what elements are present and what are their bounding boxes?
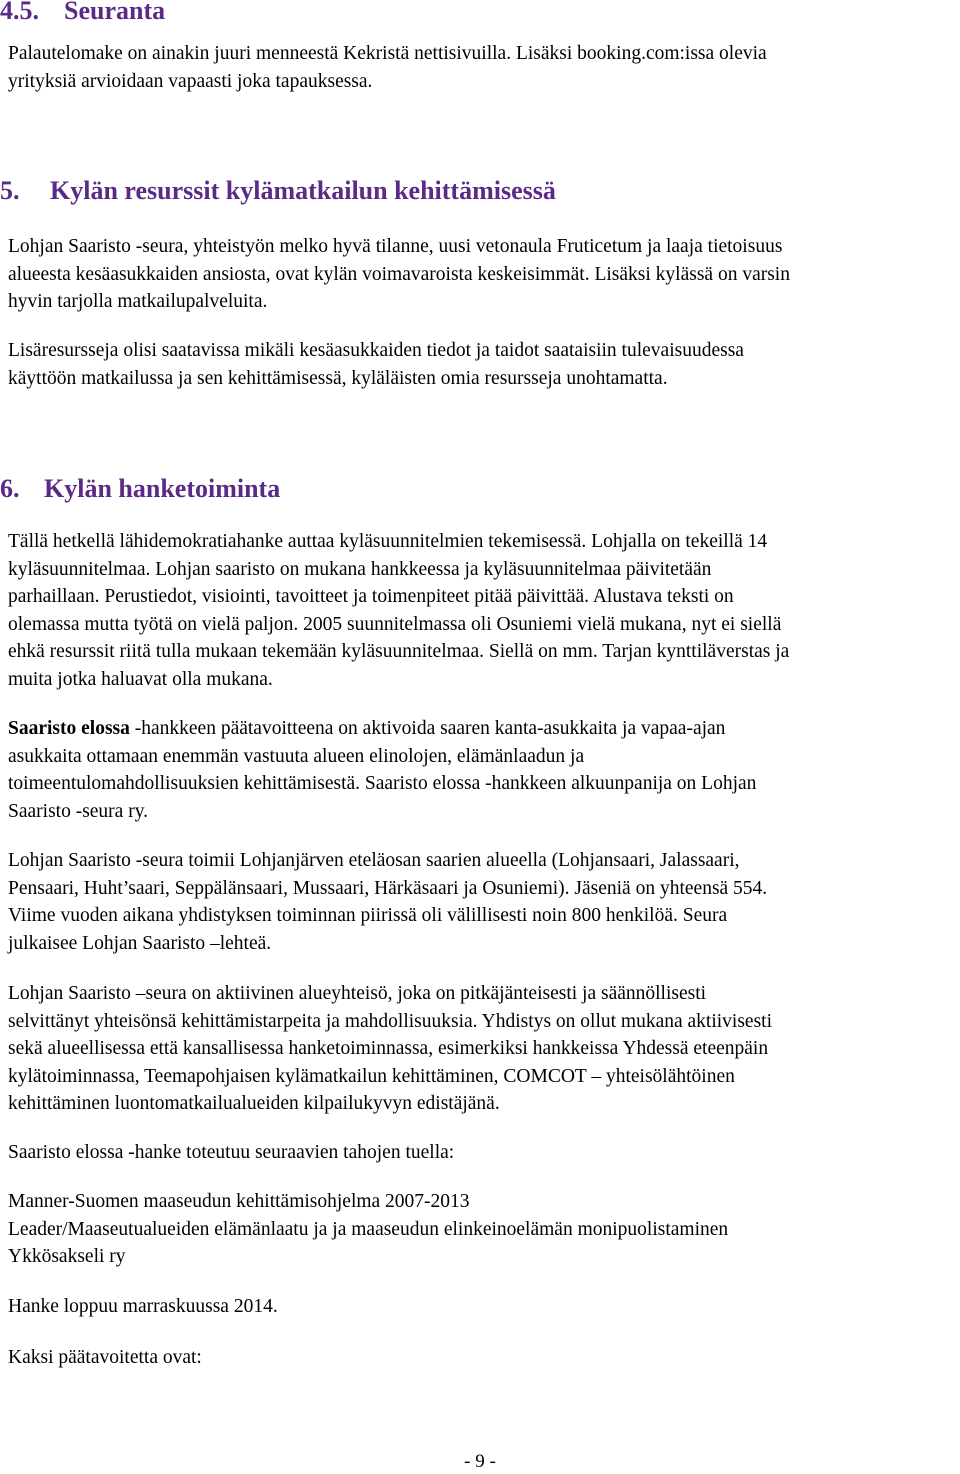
text-line: hyvin tarjolla matkailupalveluita. [8,291,268,312]
text-line: sekä alueellisessa että kansallisessa hanketoiminnassa, esimerkiksi hankkeissa Yhdessä eteenpäin [8,1038,769,1059]
text-line: Viime vuoden aikana yhdistyksen toiminnan piirissä oli välillisesti noin 800 henkilöä. Seura [8,905,728,926]
text-line: asukkaita ottamaan enemmän vastuuta alueen elinolojen, elämänlaadun ja [8,745,585,767]
text-line: Tällä hetkellä lähidemokratiahanke auttaa kyläsuunnitelmien tekemisessä. Lohjalla on tekeillä 14 [8,531,768,552]
paragraph-end-date [8,1293,956,1321]
text-line: alueesta kesäasukkaiden ansiosta, ovat kylän voimavaroista keskeisimmät. Lisäksi kylässä on varsin [8,263,790,285]
page-number: - 9 - [464,1451,496,1472]
section-title: Seuranta [64,0,166,25]
text-line: Kaksi päätavoitetta ovat: [8,1347,202,1368]
section-number: 6. [0,474,20,503]
text-line: Lisäresursseja olisi saatavissa mikäli kesäasukkaiden tiedot ja taidot saataisiin tulevaisuudessa [8,340,744,361]
text-line: kyläsuunnitelmaa. Lohjan saaristo on mukana hankkeessa ja kyläsuunnitelmaa päivitetään [8,558,712,580]
funders-list [8,1188,956,1271]
funder-item: Manner-Suomen maaseudun kehittämisohjelma 2007-2013 [8,1191,470,1212]
text-line: Palautelomake on ainakin juuri menneestä Kekristä nettisivuilla. Lisäksi booking.com:issa olevia [8,43,767,64]
paragraph-saaristo-elossa [8,715,956,825]
text-line: olemassa mutta työtä on vielä paljon. 2005 suunnitelmassa oli Osuniemi vielä mukana, nyt ei siellä [8,613,782,635]
text-line: muita jotka haluavat olla mukana. [8,668,273,690]
paragraph-tuki [8,1139,956,1167]
section-number: 4.5. [0,0,39,25]
text-line: Saaristo elossa -hanke toteutuu seuraavien tahojen tuella: [8,1142,455,1163]
text-line: Pensaari, Huht’saari, Seppälänsaari, Mussaari, Härkäsaari ja Osuniemi). Jäseniä on yhteensä 554. [8,877,768,899]
project-name-bold: Saaristo elossa [8,718,130,739]
section-title: Kylän resurssit kylämatkailun kehittämisessä [50,176,556,205]
text-line: Lohjan Saaristo -seura, yhteistyön melko hyvä tilanne, uusi vetonaula Fruticetum ja laaja tietoisuus [8,236,783,257]
paragraph-seuranta [8,40,956,95]
section-heading-5 [0,176,556,206]
text-line: Hanke loppuu marraskuussa 2014. [8,1296,278,1317]
text-line: kehittäminen luontomatkailualueiden kilpailukyvyn edistäjänä. [8,1093,500,1114]
text-line: yrityksiä arvioidaan vapaasti joka tapauksessa. [8,70,373,92]
text-line: Lohjan Saaristo -seura toimii Lohjanjärven eteläosan saarien alueella (Lohjansaari, Jalassaari, [8,850,740,871]
section-number: 5. [0,176,20,205]
section-title: Kylän hanketoiminta [44,474,281,503]
text-line [8,715,956,743]
paragraph-resources-1 [8,233,956,316]
paragraph-hanke-1 [8,528,956,693]
text-line: julkaisee Lohjan Saaristo –lehteä. [8,932,272,954]
funder-item: Leader/Maaseutualueiden elämänlaatu ja ja maaseudun elinkeinoelämän monipuolistaminen [8,1218,729,1240]
funder-item: Ykkösakseli ry [8,1246,126,1267]
section-heading-4-5 [0,0,165,26]
paragraph-resources-2 [8,337,956,392]
paragraph-seura [8,847,956,957]
paragraph-goals [8,1344,956,1372]
text-line: käyttöön matkailussa ja sen kehittämisessä, kyläläisten omia resursseja unohtamatta. [8,367,668,389]
text-line: ehkä resurssit riitä tulla mukaan tekemään kyläsuunnitelmaa. Siellä on mm. Tarjan kynttiläverstas ja [8,641,790,662]
text-line: Lohjan Saaristo –seura on aktiivinen alueyhteisö, joka on pitkäjänteisesti ja säännöllisesti [8,983,707,1004]
text-line: kylätoiminnassa, Teemapohjaisen kylämatkailun kehittäminen, COMCOT – yhteisölähtöinen [8,1065,735,1087]
text-line: Saaristo -seura ry. [8,800,149,822]
text-line: selvittänyt yhteisönsä kehittämistarpeita ja mahdollisuuksia. Yhdistys on ollut mukana aktiivisesti [8,1010,773,1032]
paragraph-alueyhteiso [8,980,956,1118]
text-line: parhaillaan. Perustiedot, visiointi, tavoitteet ja toimenpiteet pitää päivittää. Alustava teksti on [8,586,734,607]
text-line-rest: -hankkeen päätavoitteena on aktivoida saaren kanta-asukkaita ja vapaa-ajan [129,718,726,739]
text-line: toimeentulomahdollisuuksien kehittämisestä. Saaristo elossa -hankkeen alkuunpanija on Lohjan [8,773,757,794]
section-heading-6 [0,474,280,504]
